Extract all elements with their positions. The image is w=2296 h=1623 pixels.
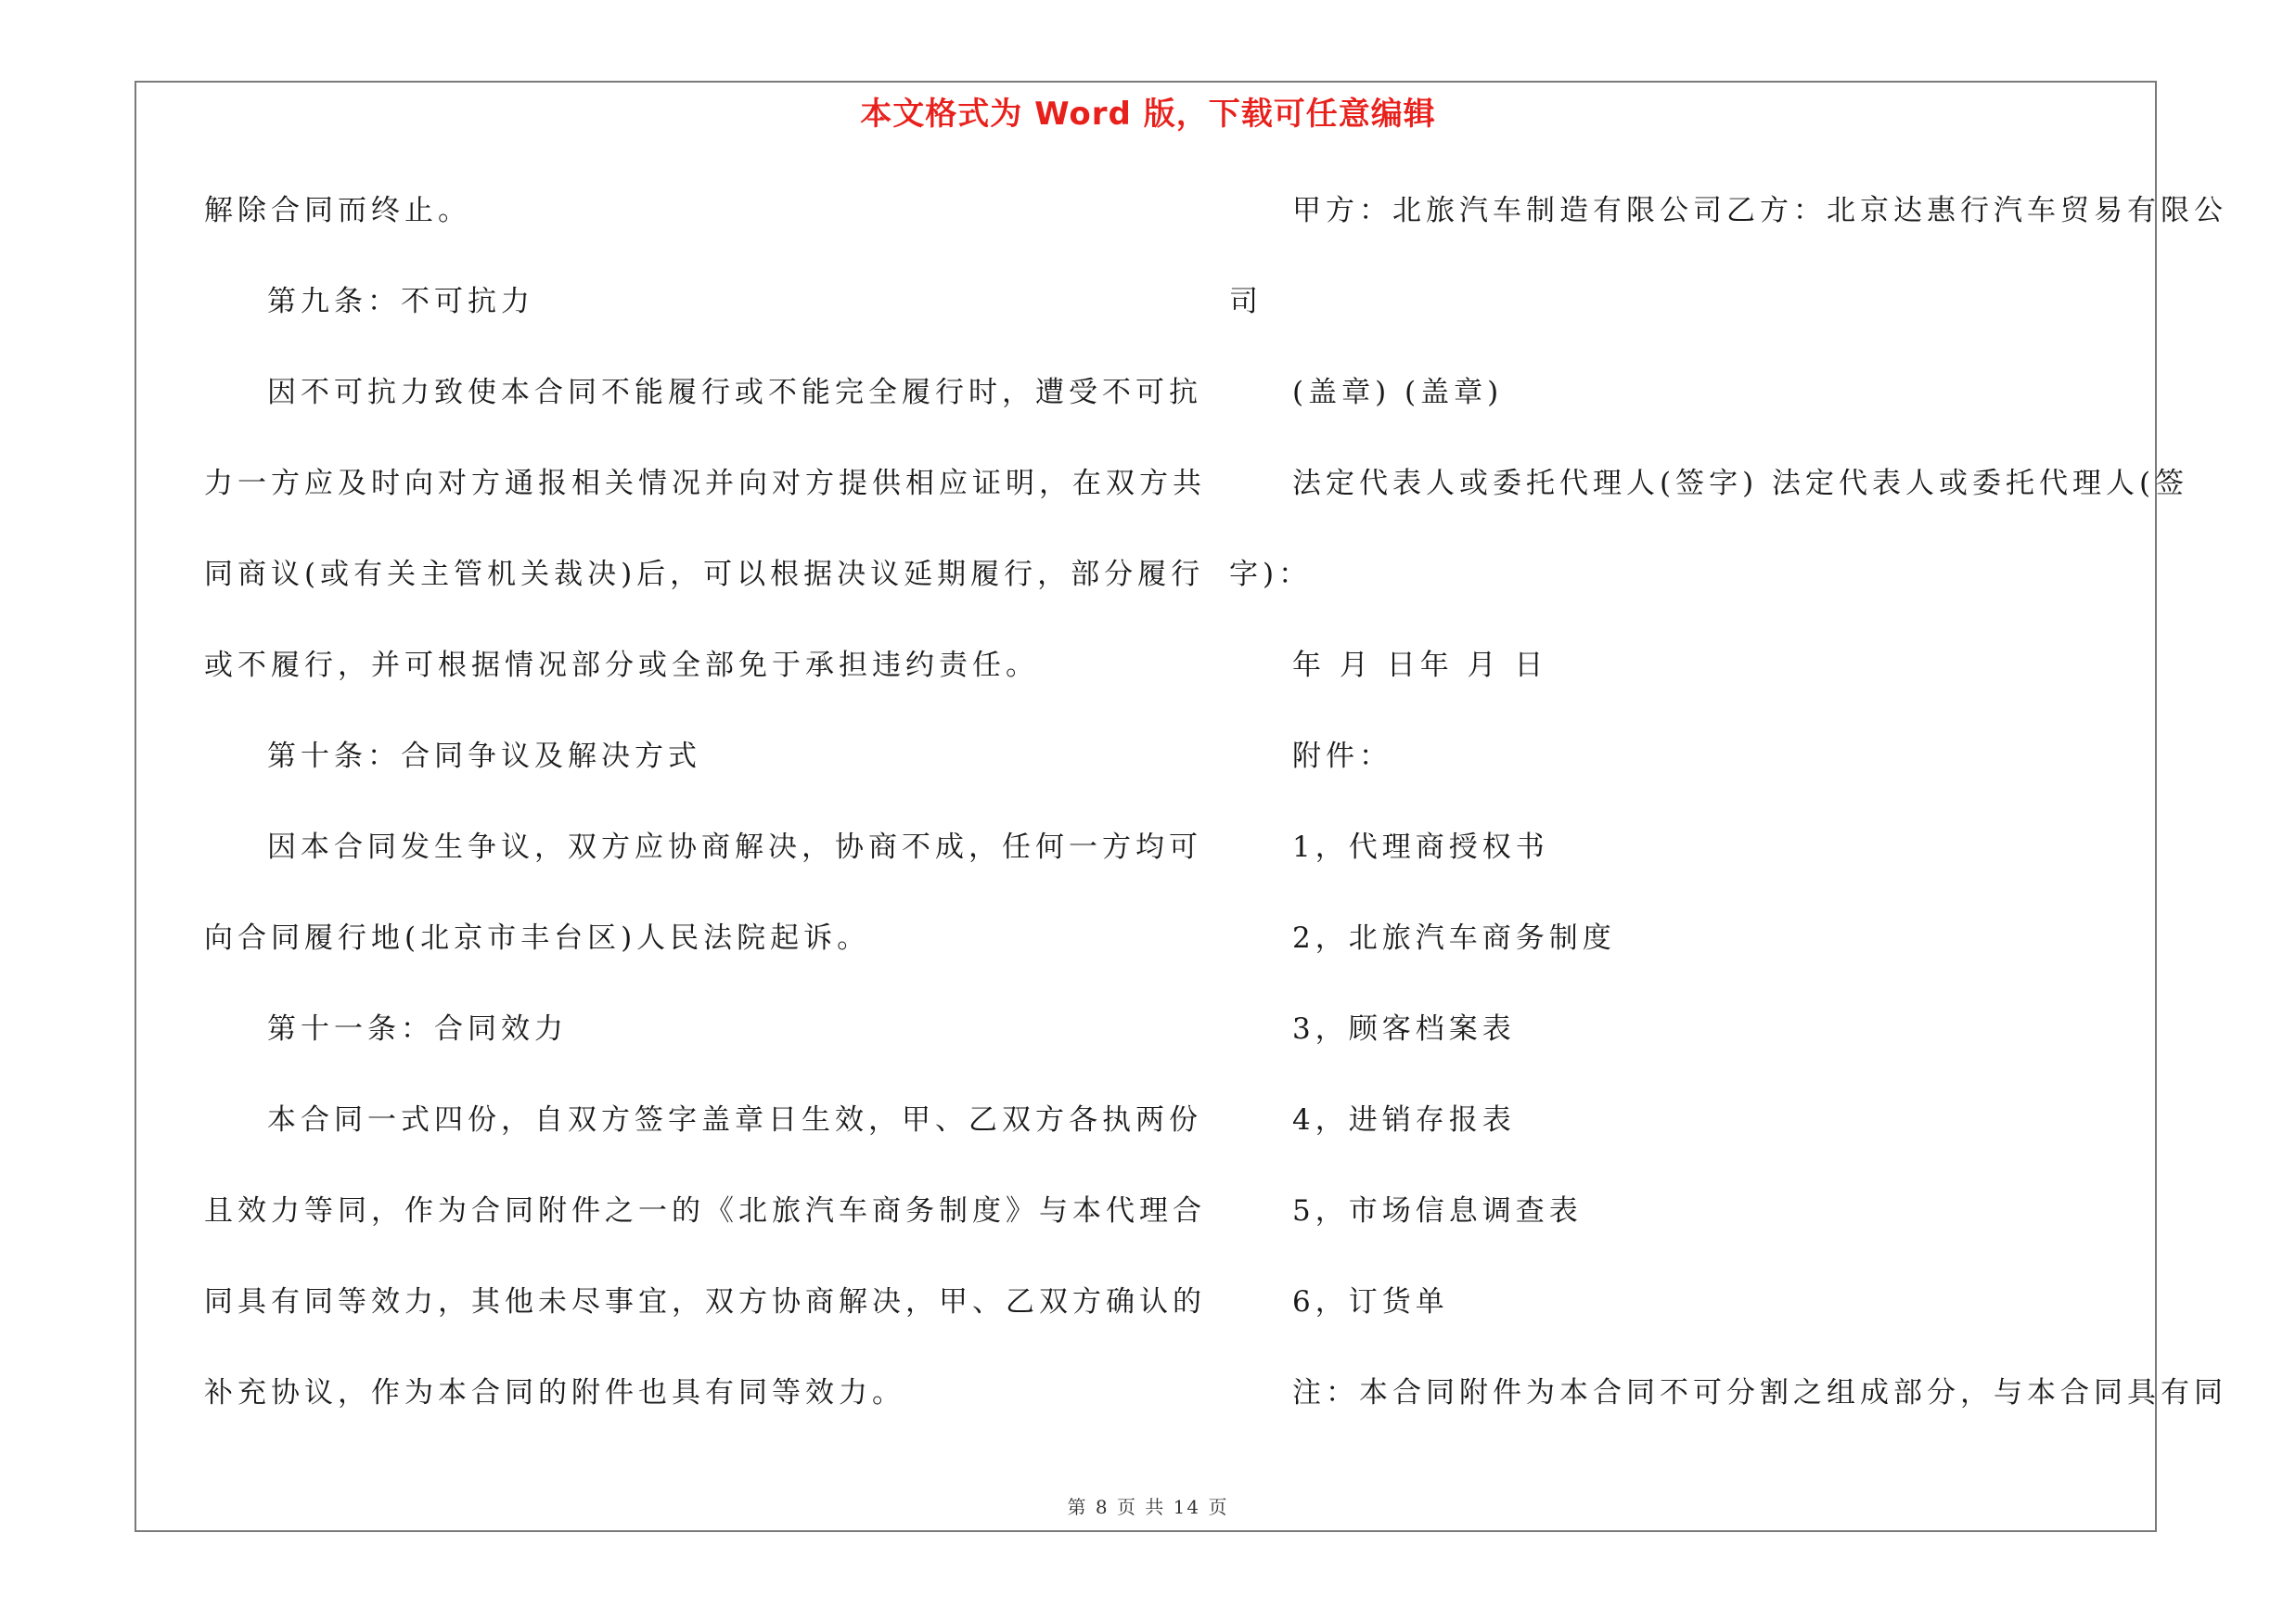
paragraph-line: 附件： — [1292, 740, 1392, 773]
paragraph-line: 字)： — [1229, 558, 1313, 591]
paragraph-line: 因本合同发生争议，双方应协商解决，协商不成，任何一方均可 — [267, 831, 1202, 864]
paragraph-line: 或不履行，并可根据情况部分或全部免于承担违约责任。 — [204, 649, 1039, 682]
right-column — [1229, 181, 2227, 1454]
paragraph-line: 同商议(或有关主管机关裁决)后，可以根据决议延期履行，部分履行 — [204, 558, 1205, 591]
paragraph-line: 第十一条：合同效力 — [267, 1012, 568, 1046]
paragraph-line: 同具有同等效力，其他未尽事宜，双方协商解决，甲、乙双方确认的 — [204, 1285, 1206, 1319]
paragraph-line: 本合同一式四份，自双方签字盖章日生效，甲、乙双方各执两份 — [267, 1103, 1202, 1137]
paragraph-line: 5，市场信息调查表 — [1292, 1194, 1583, 1228]
paragraph-line: 第九条：不可抗力 — [267, 285, 534, 318]
word-format-banner: 本文格式为 Word 版，下载可任意编辑 — [860, 96, 1436, 133]
paragraph-line: 3，顾客档案表 — [1292, 1012, 1516, 1046]
paragraph-line: 司 — [1229, 285, 1263, 318]
paragraph-line: 力一方应及时向对方通报相关情况并向对方提供相应证明，在双方共 — [204, 467, 1206, 500]
paragraph-line: 甲方：北旅汽车制造有限公司乙方：北京达惠行汽车贸易有限公 — [1292, 194, 2227, 227]
paragraph-line: 年 月 日年 月 日 — [1292, 649, 1548, 682]
paragraph-line: 4，进销存报表 — [1292, 1103, 1516, 1137]
paragraph-line: 解除合同而终止。 — [204, 194, 471, 227]
paragraph-line: 1，代理商授权书 — [1292, 831, 1549, 864]
paragraph-line: (盖章) (盖章) — [1292, 376, 1504, 409]
paragraph-line: 因不可抗力致使本合同不能履行或不能完全履行时，遭受不可抗 — [267, 376, 1202, 409]
paragraph-line: 向合同履行地(北京市丰台区)人民法院起诉。 — [204, 921, 871, 955]
paragraph-line: 且效力等同，作为合同附件之一的《北旅汽车商务制度》与本代理合 — [204, 1194, 1206, 1228]
paragraph-line: 第十条：合同争议及解决方式 — [267, 740, 701, 773]
paragraph-line: 注：本合同附件为本合同不可分割之组成部分，与本合同具有同 — [1292, 1376, 2227, 1410]
left-column — [204, 181, 1206, 1454]
paragraph-line: 2，北旅汽车商务制度 — [1292, 921, 1616, 955]
paragraph-line: 补充协议，作为本合同的附件也具有同等效力。 — [204, 1376, 905, 1410]
paragraph-line: 6，订货单 — [1292, 1285, 1449, 1319]
page-number-footer: 第 8 页 共 14 页 — [1067, 1496, 1229, 1518]
paragraph-line: 法定代表人或委托代理人(签字) 法定代表人或委托代理人(签 — [1292, 467, 2189, 500]
